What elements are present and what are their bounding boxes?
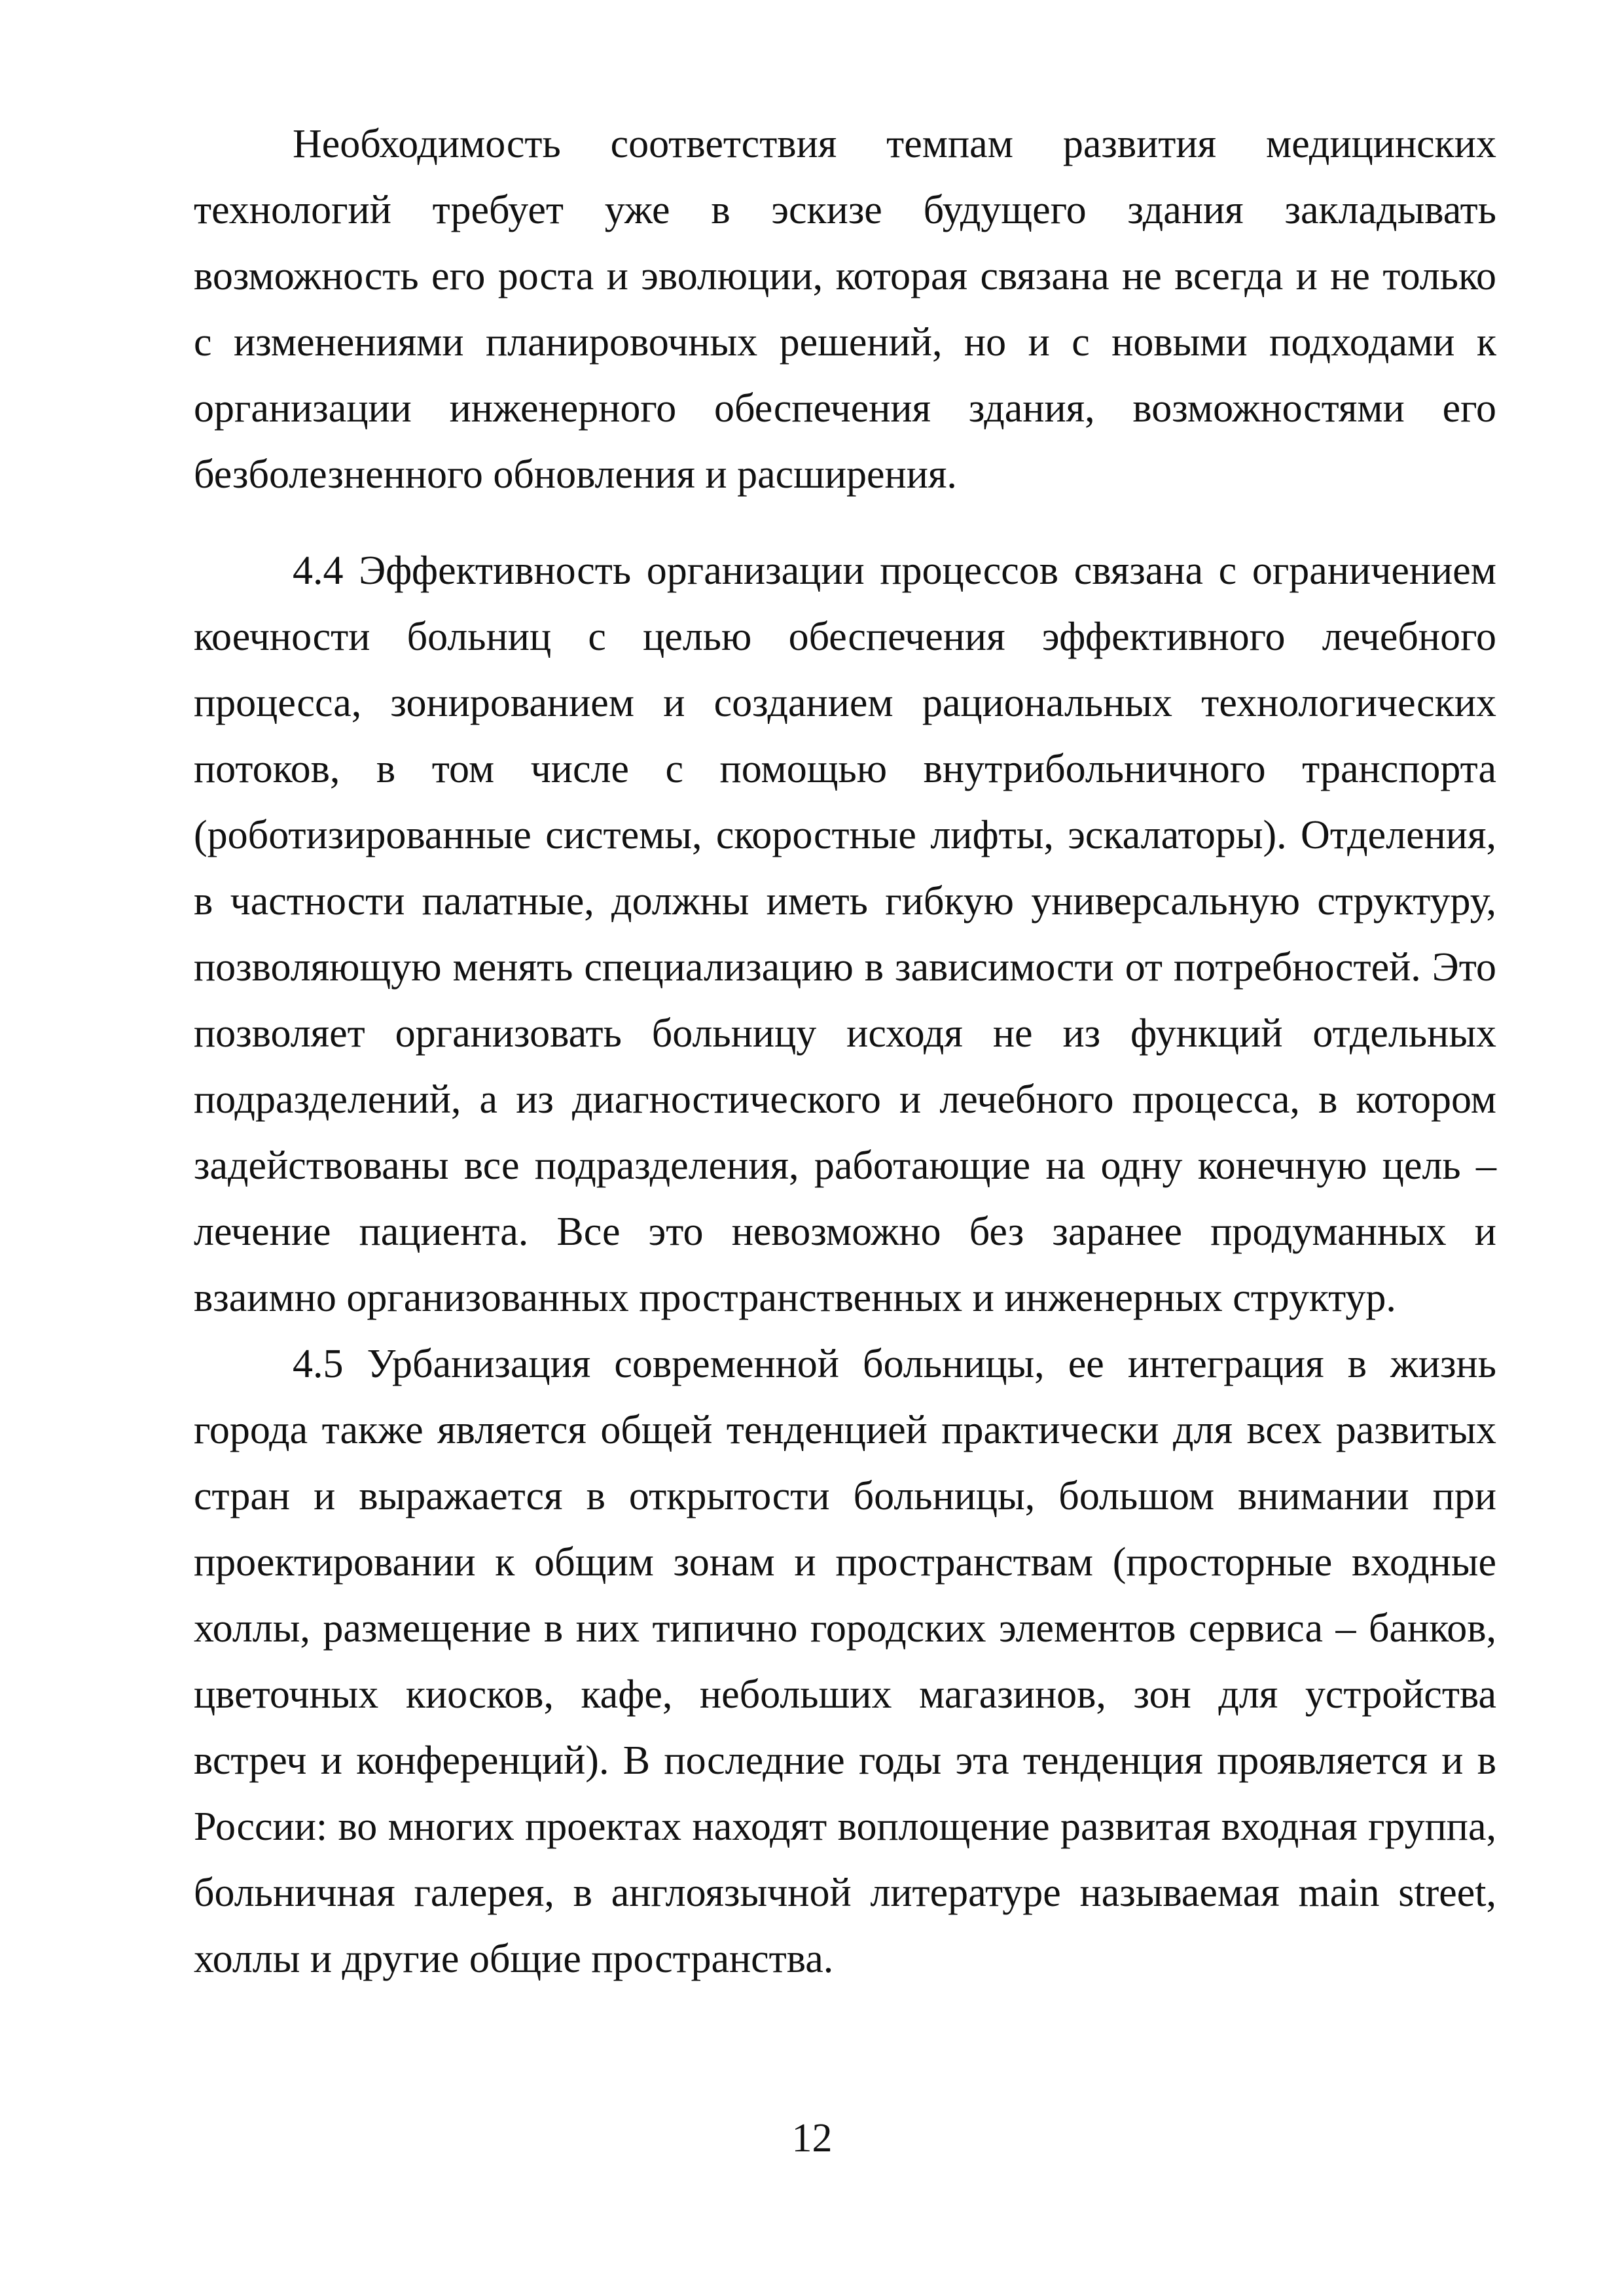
document-body	[194, 111, 1496, 1992]
paragraph-4-5-urbanization: 4.5 Урбанизация современной больницы, ее интеграция в жизнь города также является общей тенденцией практически для всех развитых стран и выражается в открытости больницы, большом внимании при проектировании к общим зонам и пространствам (просторные входные холлы, размещение в них типично городских элементов сервиса – банков, цветочных киосков, кафе, небольших магазинов, зон для устройства встреч и конференций). В последние годы эта тенденция проявляется и в России: во многих проектах находят воплощение развитая входная группа, больничная галерея, в англоязычной литературе называемая main street, холлы и другие общие пространства.	[194, 1342, 1496, 1981]
paragraph-building-evolution: Необходимость соответствия темпам развития медицинских технологий требует уже в эскизе будущего здания закладывать возможность его роста и эволюции, которая связана не всегда и не только с изменениями планировочных решений, но и с новыми подходами к организации инженерного обеспечения здания, возможностями его безболезненного обновления и расширения.	[194, 122, 1496, 497]
page-number: 12	[791, 2116, 833, 2161]
paragraph-4-4-process-efficiency: 4.4 Эффективность организации процессов связана с ограничением коечности больниц с целью обеспечения эффективного лечебного процесса, зонированием и созданием рациональных технологических потоков, в том числе с помощью внутрибольничного транспорта (роботизированные системы, скоростные лифты, эскалаторы). Отделения, в частности палатные, должны иметь гибкую универсальную структуру, позволяющую менять специализацию в зависимости от потребностей. Это позволяет организовать больницу исходя не из функций отдельных подразделений, а из диагностического и лечебного процесса, в котором задействованы все подразделения, работающие на одну конечную цель – лечение пациента. Все это невозможно без заранее продуманных и взаимно организованных пространственных и инженерных структур.	[194, 548, 1496, 1320]
